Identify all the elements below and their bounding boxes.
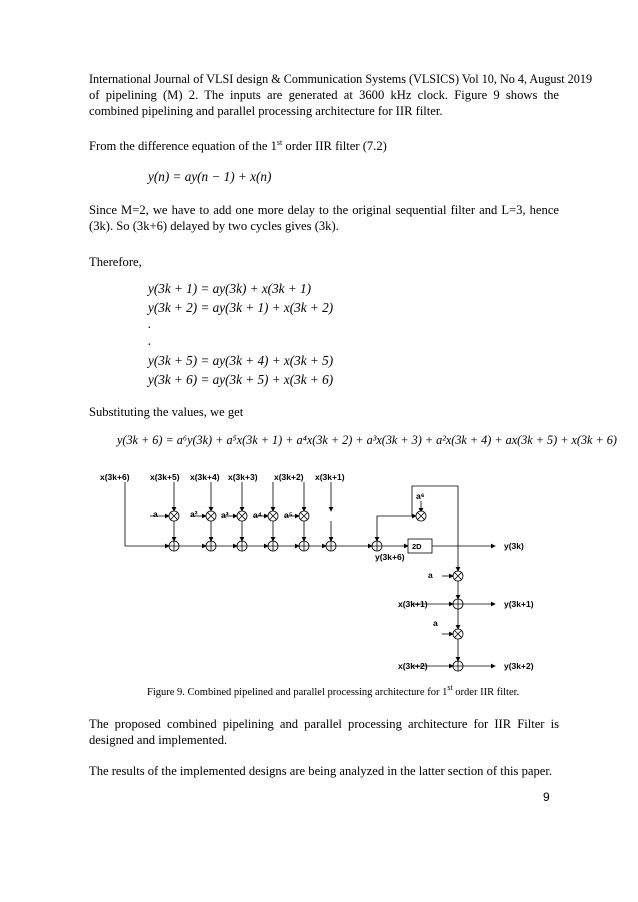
adder-node bbox=[169, 541, 179, 551]
adder-node bbox=[206, 541, 216, 551]
coeff-label: a bbox=[428, 570, 433, 580]
multiplier-node bbox=[206, 511, 216, 521]
equation-expanded: y(3k + 6) = a⁶y(3k) + a⁵x(3k + 1) + a⁴x(3k + 2) + a³x(3k + 3) + a²x(3k + 4) + ax(3k + 5) + x(3k + 6) bbox=[117, 433, 617, 447]
output-label: y(3k) bbox=[504, 541, 524, 551]
caption-sup: st bbox=[447, 683, 453, 692]
multiplier-node bbox=[453, 629, 463, 639]
coeff-label: a³ bbox=[221, 510, 229, 520]
input-label: x(3k+2) bbox=[398, 661, 428, 671]
substituting-label: Substituting the values, we get bbox=[89, 405, 244, 419]
multiplier-node bbox=[416, 511, 426, 521]
multiplier-node bbox=[169, 511, 179, 521]
equation-iir: y(n) = ay(n − 1) + x(n) bbox=[148, 169, 272, 184]
input-label: x(3k+4) bbox=[190, 472, 220, 482]
figure-caption bbox=[147, 683, 520, 698]
paragraph-difference-equation bbox=[89, 138, 387, 154]
para2-text: From the difference equation of the 1 bbox=[89, 139, 277, 153]
input-label: x(3k+5) bbox=[150, 472, 180, 482]
para2-text-end: order IIR filter (7.2) bbox=[282, 139, 387, 153]
input-label: x(3k+1) bbox=[315, 472, 345, 482]
equation-dot: . bbox=[148, 333, 152, 348]
coeff-label-a6: a⁶ bbox=[416, 491, 425, 501]
multiplier-node bbox=[237, 511, 247, 521]
output-label: y(3k+2) bbox=[504, 661, 534, 671]
adder-node bbox=[326, 541, 336, 551]
para2-sup: st bbox=[276, 138, 283, 147]
adder-node bbox=[299, 541, 309, 551]
page-number: 9 bbox=[543, 790, 550, 804]
coeff-label: a⁴ bbox=[253, 510, 262, 520]
coeff-label: a bbox=[153, 509, 158, 519]
equation-line: y(3k + 1) = ay(3k) + x(3k + 1) bbox=[148, 281, 312, 296]
node-label: y(3k+6) bbox=[375, 552, 405, 562]
therefore-label: Therefore, bbox=[89, 255, 142, 269]
output-label: y(3k+1) bbox=[504, 599, 534, 609]
coeff-label: a² bbox=[190, 509, 198, 519]
paragraph-since: Since M=2, we have to add one more delay to the original sequential filter and L=3, hence (3k). So (3k+6) delayed by two cycles gives (3k). bbox=[89, 203, 559, 233]
equation-dot: . bbox=[148, 316, 152, 331]
multiplier-node bbox=[453, 571, 463, 581]
adder-node bbox=[268, 541, 278, 551]
equation-line: y(3k + 5) = ay(3k + 4) + x(3k + 5) bbox=[148, 353, 334, 368]
multiplier-node bbox=[299, 511, 309, 521]
coeff-label: a⁵ bbox=[284, 510, 293, 520]
coeff-label: a bbox=[433, 618, 438, 628]
delay-label: 2D bbox=[412, 542, 422, 551]
journal-header: International Journal of VLSI design & Communication Systems (VLSICS) Vol 10, No 4, August 2019 bbox=[89, 72, 593, 86]
paragraph-pipelining: of pipelining (M) 2. The inputs are generated at 3600 kHz clock. Figure 9 shows the combined pipelining and parallel processing architecture for IIR filter. bbox=[89, 88, 559, 118]
paragraph-proposed: The proposed combined pipelining and parallel processing architecture for IIR Filter is designed and implemented. bbox=[89, 717, 559, 747]
input-label: x(3k+1) bbox=[398, 599, 428, 609]
input-label: x(3k+6) bbox=[100, 472, 130, 482]
equation-line: y(3k + 2) = ay(3k + 1) + x(3k + 2) bbox=[148, 300, 334, 315]
input-label: x(3k+3) bbox=[228, 472, 258, 482]
adder-node bbox=[453, 599, 463, 609]
adder-node bbox=[453, 661, 463, 671]
paragraph-results: The results of the implemented designs are being analyzed in the latter section of this paper. bbox=[89, 764, 553, 778]
input-label: x(3k+2) bbox=[274, 472, 304, 482]
equation-line: y(3k + 6) = ay(3k + 5) + x(3k + 6) bbox=[148, 372, 334, 387]
adder-node bbox=[372, 541, 382, 551]
architecture-diagram bbox=[90, 470, 560, 682]
multiplier-node bbox=[268, 511, 278, 521]
adder-node bbox=[237, 541, 247, 551]
caption-text-end: order IIR filter. bbox=[452, 687, 520, 698]
caption-text: Figure 9. Combined pipelined and parallel processing architecture for 1 bbox=[147, 687, 448, 698]
